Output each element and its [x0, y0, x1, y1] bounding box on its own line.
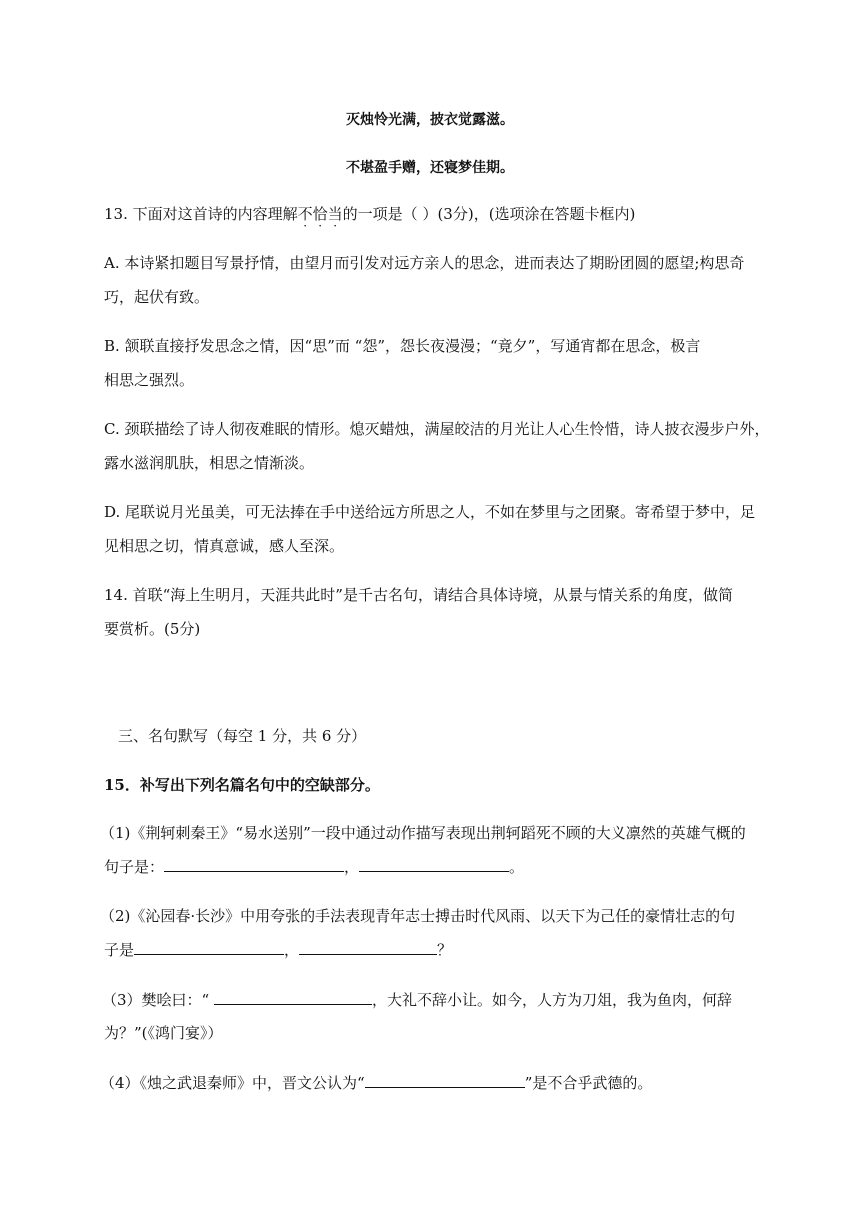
q15-item-1-line-1: （1)《荆轲刺秦王》“易水送别”一段中通过动作描写表现出荆轲蹈死不顾的大义凛然的英雄气概的 [100, 824, 746, 842]
question-13-stem [104, 204, 635, 224]
q13-emphasis-char-3: 当 [327, 205, 343, 223]
q15-item-2-line-2 [104, 940, 452, 960]
q13-option-c-line-1: C. 颈联描绘了诗人彻夜难眠的情形。熄灭蜡烛，满屋皎洁的月光让人心生怜惜，诗人披衣漫步户外， [104, 420, 770, 438]
answer-blank-5[interactable] [214, 990, 372, 1005]
section-3-heading: 三、名句默写（每空 1 分，共 6 分） [118, 727, 367, 745]
poem-line-2: 不堪盈手赠，还寝梦佳期。 [346, 160, 514, 176]
answer-blank-1[interactable] [164, 857, 344, 872]
poem-line-1: 灭烛怜光满，披衣觉露滋。 [346, 112, 514, 128]
q15-item-1-prefix: 句子是： [104, 858, 165, 876]
q15-item-4-suffix: ”是不合乎武德的。 [524, 1074, 653, 1092]
question-14-line-1: 14. 首联“海上生明月，天涯共此时”是千古名句，请结合具体诗境，从景与情关系的角度，做简 [104, 586, 733, 604]
q13-option-b-line-1: B. 颔联直接抒发思念之情，因“思”而 “怨”，怨长夜漫漫；“竟夕”，写通宵都在思念，极言 [104, 337, 701, 355]
q13-option-d-line-1: D. 尾联说月光虽美，可无法捧在手中送给远方所思之人，不如在梦里与之团聚。寄希望于梦中，足 [104, 503, 756, 521]
answer-blank-2[interactable] [359, 857, 509, 872]
q13-option-c-line-2: 露水滋润肌肤，相思之情渐淡。 [104, 454, 315, 472]
answer-blank-4[interactable] [299, 940, 437, 955]
q15-item-4-prefix: （4）《烛之武退秦师》中，晋文公认为“ [100, 1074, 365, 1092]
q15-item-2-separator: ， [284, 941, 300, 959]
answer-blank-6[interactable] [365, 1073, 525, 1088]
q13-option-a-line-1: A. 本诗紧扣题目写景抒情，由望月而引发对远方亲人的思念，进而表达了期盼团圆的愿望;构思奇 [104, 254, 745, 272]
q13-stem-part-a: 13. 下面对这首诗的内容理解 [104, 205, 298, 223]
q15-item-2-line-1: （2)《沁园春·长沙》中用夸张的手法表现青年志士搏击时代风雨、以天下为己任的豪情壮志的句 [100, 907, 736, 925]
q15-item-3-line-1 [102, 990, 732, 1010]
q15-item-1-line-2 [104, 857, 524, 877]
q15-item-2-prefix: 子是 [104, 941, 135, 959]
q15-item-4-line [100, 1073, 652, 1093]
q13-option-d-line-2: 见相思之切，情真意诚，感人至深。 [104, 537, 345, 555]
q13-option-b-line-2: 相思之强烈。 [104, 371, 195, 389]
q13-stem-part-b: 的一项是（ ）(3分)，(选项涂在答题卡框内) [342, 205, 636, 223]
q13-option-a-line-2: 巧，起伏有致。 [104, 288, 210, 306]
q13-emphasis-char-1: 不 [297, 205, 313, 223]
q15-item-3-line-2: 为？”(《鸿门宴》） [104, 1024, 223, 1042]
q15-item-1-end: 。 [509, 858, 525, 876]
q15-item-1-separator: ， [344, 858, 360, 876]
answer-blank-3[interactable] [134, 940, 284, 955]
q13-emphasis-char-2: 恰 [312, 205, 328, 223]
q15-item-2-end: ？ [437, 941, 453, 959]
question-15-stem: 15．补写出下列名篇名句中的空缺部分。 [104, 776, 380, 794]
q15-item-3-prefix: （3）樊哙曰：“ [102, 991, 214, 1009]
question-14-line-2: 要赏析。(5分) [104, 620, 201, 638]
q15-item-3-text: ，大礼不辞小让。如今，人方为刀俎，我为鱼肉，何辞 [371, 991, 732, 1009]
